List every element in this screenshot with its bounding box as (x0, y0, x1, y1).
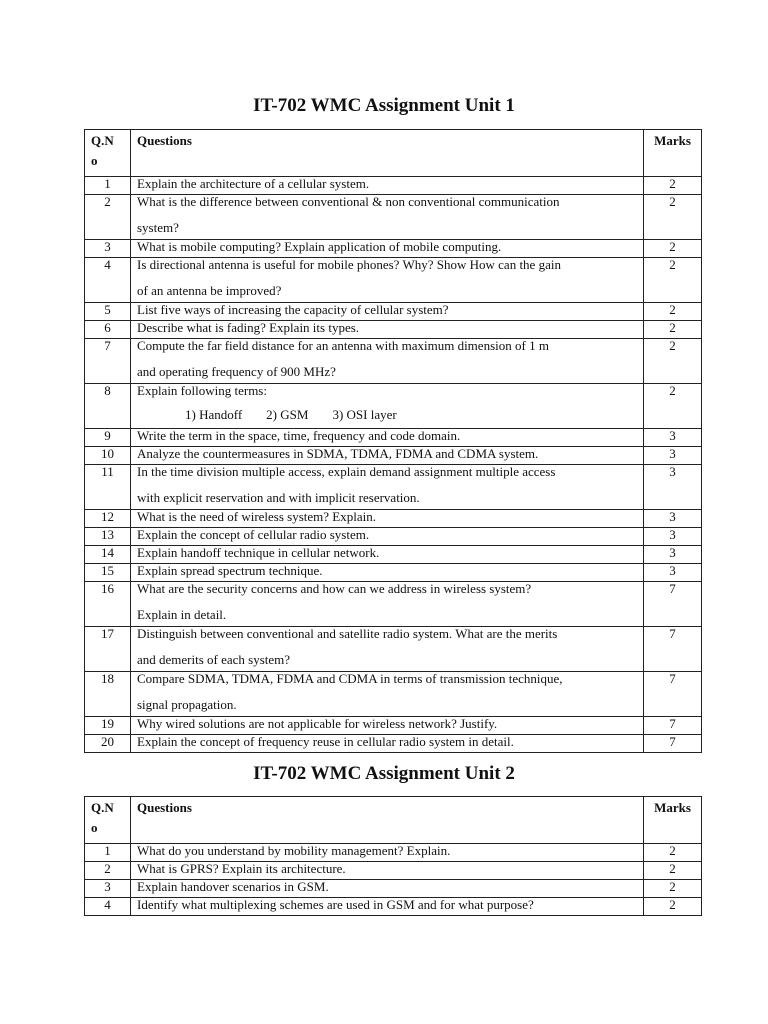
question-number: 17 (85, 627, 131, 672)
marks-header: Marks (644, 797, 702, 844)
question-marks: 2 (644, 384, 702, 429)
unit1-question-table (84, 129, 702, 753)
question-text (131, 672, 644, 717)
question-number: 2 (85, 862, 131, 880)
question-number: 12 (85, 510, 131, 528)
question-text (131, 465, 644, 510)
question-marks: 7 (644, 582, 702, 627)
question-line: What are the security concerns and how can we address in wireless system? (137, 581, 532, 596)
sub-terms (137, 408, 637, 422)
table-row (85, 717, 702, 735)
qno-header: Q.N o (85, 130, 131, 177)
question-marks: 3 (644, 528, 702, 546)
question-text (131, 510, 644, 528)
question-line: and demerits of each system? (137, 652, 291, 667)
question-number: 16 (85, 582, 131, 627)
question-line: Distinguish between conventional and satellite radio system. What are the merits (137, 626, 558, 641)
question-line: Write the term in the space, time, frequency and code domain. (137, 428, 461, 443)
table-row (85, 384, 702, 429)
table-row (85, 898, 702, 916)
table-row (85, 564, 702, 582)
question-marks: 3 (644, 465, 702, 510)
question-marks: 2 (644, 844, 702, 862)
question-text (131, 240, 644, 258)
question-marks: 7 (644, 717, 702, 735)
question-number: 3 (85, 880, 131, 898)
question-line: Explain handover scenarios in GSM. (137, 879, 329, 894)
question-line: Identify what multiplexing schemes are used in GSM and for what purpose? (137, 897, 534, 912)
question-text (131, 546, 644, 564)
question-marks: 2 (644, 862, 702, 880)
question-number: 6 (85, 321, 131, 339)
question-marks: 2 (644, 240, 702, 258)
question-text (131, 528, 644, 546)
question-line: of an antenna be improved? (137, 283, 282, 298)
question-text (131, 582, 644, 627)
question-text (131, 862, 644, 880)
question-line: What is GPRS? Explain its architecture. (137, 861, 346, 876)
question-number: 4 (85, 258, 131, 303)
question-text (131, 447, 644, 465)
question-number: 2 (85, 195, 131, 240)
question-marks: 2 (644, 258, 702, 303)
question-number: 15 (85, 564, 131, 582)
question-marks: 3 (644, 510, 702, 528)
question-marks: 2 (644, 321, 702, 339)
question-marks: 2 (644, 898, 702, 916)
question-number: 1 (85, 177, 131, 195)
question-marks: 7 (644, 672, 702, 717)
question-number: 10 (85, 447, 131, 465)
table-row (85, 844, 702, 862)
table-row (85, 177, 702, 195)
table-row (85, 627, 702, 672)
question-text (131, 321, 644, 339)
question-text (131, 177, 644, 195)
sub-term: 1) Handoff (185, 407, 243, 422)
table-row (85, 303, 702, 321)
question-text (131, 339, 644, 384)
question-line: Analyze the countermeasures in SDMA, TDMA, FDMA and CDMA system. (137, 446, 539, 461)
question-marks: 3 (644, 546, 702, 564)
question-number: 14 (85, 546, 131, 564)
table-row (85, 195, 702, 240)
question-marks: 7 (644, 735, 702, 753)
question-number: 20 (85, 735, 131, 753)
question-text (131, 429, 644, 447)
table-row (85, 339, 702, 384)
question-text (131, 627, 644, 672)
question-number: 9 (85, 429, 131, 447)
table-row (85, 862, 702, 880)
table-header-row (85, 797, 702, 844)
question-line: Why wired solutions are not applicable for wireless network? Justify. (137, 716, 498, 731)
table-row (85, 546, 702, 564)
question-line: system? (137, 220, 179, 235)
table-row (85, 582, 702, 627)
question-text (131, 844, 644, 862)
sub-term: 3) OSI layer (332, 407, 397, 422)
question-marks: 2 (644, 195, 702, 240)
question-number: 1 (85, 844, 131, 862)
question-text (131, 195, 644, 240)
unit2-question-table (84, 796, 702, 916)
question-line: Explain following terms: (137, 383, 267, 398)
question-text (131, 564, 644, 582)
question-number: 5 (85, 303, 131, 321)
marks-header: Marks (644, 130, 702, 177)
question-number: 11 (85, 465, 131, 510)
sub-term: 2) GSM (266, 407, 309, 422)
question-line: What is the difference between conventional & non conventional communication (137, 194, 560, 209)
question-line: Explain the architecture of a cellular system. (137, 176, 370, 191)
table-row (85, 528, 702, 546)
question-text (131, 880, 644, 898)
question-text (131, 898, 644, 916)
table-row (85, 880, 702, 898)
question-marks: 2 (644, 339, 702, 384)
table-row (85, 510, 702, 528)
table-row (85, 465, 702, 510)
table-row (85, 321, 702, 339)
question-text (131, 384, 644, 429)
table-row (85, 447, 702, 465)
question-line: signal propagation. (137, 697, 237, 712)
question-number: 3 (85, 240, 131, 258)
table-row (85, 735, 702, 753)
questions-header: Questions (131, 130, 644, 177)
unit1-title: IT-702 WMC Assignment Unit 1 (253, 95, 515, 116)
question-marks: 2 (644, 303, 702, 321)
question-marks: 7 (644, 627, 702, 672)
qno-header: Q.N o (85, 797, 131, 844)
question-number: 8 (85, 384, 131, 429)
question-line: and operating frequency of 900 MHz? (137, 364, 336, 379)
question-line: Explain the concept of cellular radio system. (137, 527, 370, 542)
question-line: What is mobile computing? Explain application of mobile computing. (137, 239, 502, 254)
question-text (131, 717, 644, 735)
question-marks: 2 (644, 177, 702, 195)
question-line: What is the need of wireless system? Explain. (137, 509, 376, 524)
question-line: List five ways of increasing the capacity of cellular system? (137, 302, 449, 317)
unit2-title: IT-702 WMC Assignment Unit 2 (253, 763, 515, 784)
question-line: Explain handoff technique in cellular network. (137, 545, 380, 560)
questions-header: Questions (131, 797, 644, 844)
question-marks: 3 (644, 429, 702, 447)
question-line: Explain the concept of frequency reuse in cellular radio system in detail. (137, 734, 514, 749)
question-number: 4 (85, 898, 131, 916)
table-row (85, 672, 702, 717)
table-row (85, 240, 702, 258)
question-line: Compute the far field distance for an antenna with maximum dimension of 1 m (137, 338, 549, 353)
question-text (131, 258, 644, 303)
question-text (131, 735, 644, 753)
question-line: Describe what is fading? Explain its types. (137, 320, 360, 335)
question-marks: 2 (644, 880, 702, 898)
question-line: Compare SDMA, TDMA, FDMA and CDMA in terms of transmission technique, (137, 671, 563, 686)
question-number: 18 (85, 672, 131, 717)
question-line: In the time division multiple access, explain demand assignment multiple access (137, 464, 556, 479)
table-row (85, 429, 702, 447)
table-row (85, 258, 702, 303)
question-marks: 3 (644, 564, 702, 582)
question-number: 13 (85, 528, 131, 546)
question-line: Is directional antenna is useful for mobile phones? Why? Show How can the gain (137, 257, 561, 272)
question-line: Explain spread spectrum technique. (137, 563, 323, 578)
question-text (131, 303, 644, 321)
question-number: 7 (85, 339, 131, 384)
question-line: with explicit reservation and with implicit reservation. (137, 490, 420, 505)
question-marks: 3 (644, 447, 702, 465)
question-line: What do you understand by mobility management? Explain. (137, 843, 451, 858)
question-number: 19 (85, 717, 131, 735)
question-line: Explain in detail. (137, 607, 227, 622)
table-header-row (85, 130, 702, 177)
